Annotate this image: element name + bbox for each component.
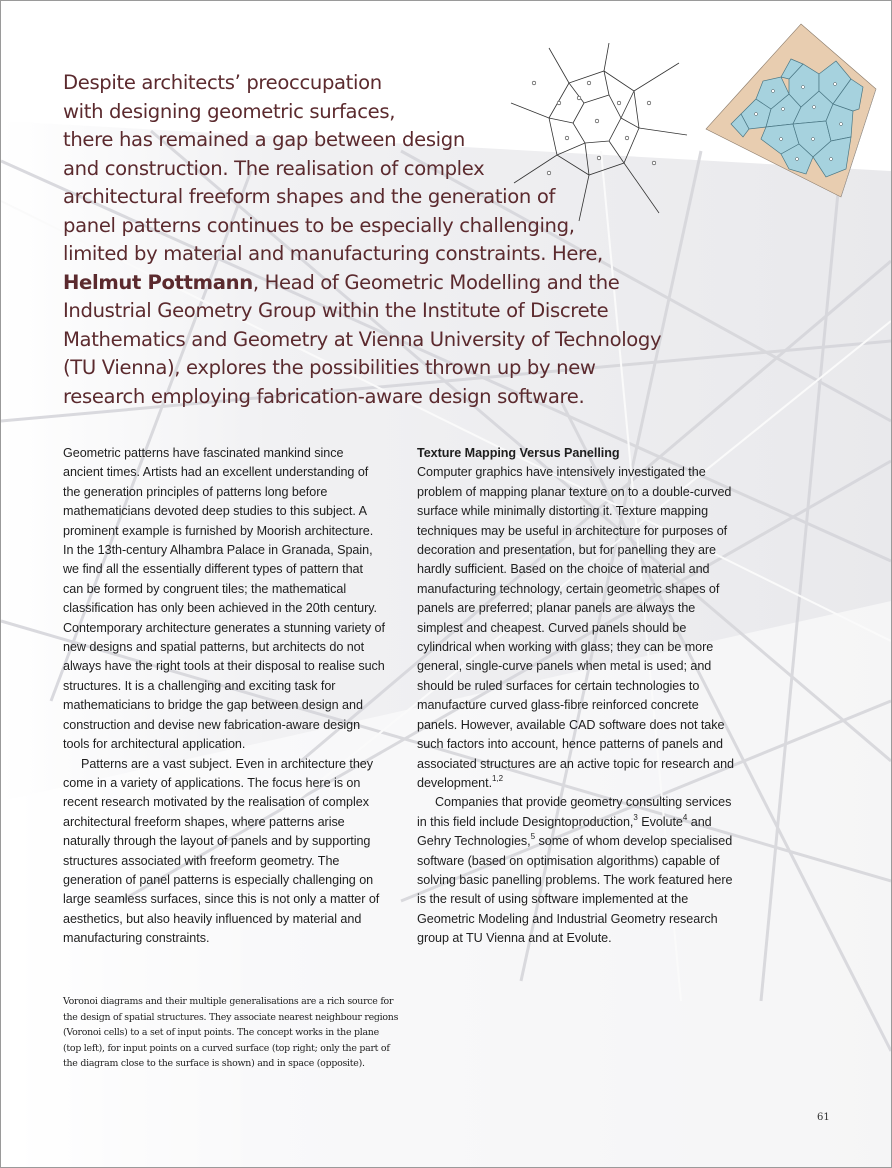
author-name: Helmut Pottmann xyxy=(63,270,253,294)
text-run: research employing fabrication-aware design software. xyxy=(63,384,585,408)
text-run: aesthetics, but also heavily influenced by material and xyxy=(63,911,362,926)
body-column-left xyxy=(63,444,385,949)
text-run: large seamless surfaces, since this is not only a matter of xyxy=(63,892,380,907)
intro-line xyxy=(63,155,661,184)
text-line xyxy=(417,483,734,502)
body-column-right xyxy=(417,444,734,949)
text-run: Computer graphics have intensively investigated the xyxy=(417,465,706,480)
footnote-ref: 3 xyxy=(633,812,638,822)
text-line xyxy=(63,502,385,521)
text-line xyxy=(63,832,385,851)
intro-line xyxy=(63,240,661,269)
text-line xyxy=(63,890,385,909)
text-line xyxy=(63,657,385,676)
text-run: Geometric patterns have fascinated mankind since xyxy=(63,446,344,460)
text-line xyxy=(63,755,385,774)
text-line xyxy=(417,910,734,929)
text-line xyxy=(63,560,385,579)
text-line xyxy=(417,696,734,715)
text-run: development. xyxy=(417,775,493,790)
text-line xyxy=(417,463,734,482)
text-line xyxy=(63,929,385,948)
text-run: software (based on optimisation algorithms) capable of xyxy=(417,853,720,868)
text-run: Geometric Modeling and Industrial Geometry research xyxy=(417,911,718,926)
text-run: come in a variety of applications. The focus here is on xyxy=(63,775,361,790)
text-line xyxy=(63,910,385,929)
intro-line xyxy=(63,69,661,98)
text-run: structures. It is a challenging and exciting task for xyxy=(63,678,336,693)
text-line xyxy=(417,502,734,521)
intro-line xyxy=(63,354,661,383)
intro-line xyxy=(63,98,661,127)
intro-line xyxy=(63,212,661,241)
text-run: Contemporary architecture generates a stunning variety of xyxy=(63,620,385,635)
text-line xyxy=(63,444,385,463)
text-line xyxy=(63,774,385,793)
page-number: 61 xyxy=(817,1112,830,1123)
text-line xyxy=(63,522,385,541)
text-line xyxy=(63,541,385,560)
text-line xyxy=(63,483,385,502)
text-run: and construction. The realisation of complex xyxy=(63,156,485,180)
text-run: is the result of using software implemented at the xyxy=(417,892,689,907)
text-line xyxy=(417,774,734,793)
text-run: the generation principles of patterns long before xyxy=(63,484,328,499)
text-run: generation of panel patterns is especially challenging on xyxy=(63,872,374,887)
text-line xyxy=(417,716,734,735)
text-line xyxy=(417,793,734,812)
text-run: structures associated with freeform geometry. The xyxy=(63,853,340,868)
text-run: panels are preferred; planar panels are always the xyxy=(417,601,696,616)
text-run: new designs and spatial patterns, but architects do not xyxy=(63,640,365,655)
intro-standfirst xyxy=(63,69,661,411)
text-run: Industrial Geometry Group within the Institute of Discrete xyxy=(63,299,609,322)
text-line xyxy=(417,735,734,754)
text-line xyxy=(63,716,385,735)
text-run: decoration and presentation, but for panelling they are xyxy=(417,543,717,558)
text-run: solving basic panelling problems. The work featured here xyxy=(417,872,733,887)
text-line xyxy=(63,677,385,696)
text-run: recent research motivated by the realisation of complex xyxy=(63,795,369,810)
text-run: prominent example is furnished by Moorish architecture. xyxy=(63,523,374,538)
caption-line: (top left), for input points on a curved surface (top right; only the part of xyxy=(63,1042,390,1054)
text-run: Evolute xyxy=(637,814,683,829)
text-run: manufacturing technology, certain geometric shapes of xyxy=(417,581,720,596)
text-line xyxy=(63,580,385,599)
text-run: we find all the essentially different types of pattern that xyxy=(63,562,363,577)
caption-line: the design of spatial structures. They associate nearest neighbour regions xyxy=(63,1011,399,1023)
text-line xyxy=(417,560,734,579)
text-line xyxy=(63,638,385,657)
text-run: mathematicians devoted deep studies to this subject. A xyxy=(63,504,367,519)
text-run: simplest and cheapest. Curved panels should be xyxy=(417,620,687,635)
text-run: Gehry Technologies, xyxy=(417,834,531,849)
text-line xyxy=(417,871,734,890)
text-line xyxy=(417,541,734,560)
text-line xyxy=(63,735,385,754)
intro-line xyxy=(63,326,661,355)
text-line xyxy=(417,580,734,599)
text-run: there has remained a gap between design xyxy=(63,128,465,151)
text-line xyxy=(63,793,385,812)
text-run: such factors into account, hence patterns of panels and xyxy=(417,737,723,752)
curved-surface-voronoi-diagram xyxy=(701,19,881,201)
section-heading: Texture Mapping Versus Panelling xyxy=(417,446,620,460)
intro-line xyxy=(63,297,661,326)
text-run: manufacture curved glass-fibre reinforced concrete xyxy=(417,698,699,713)
text-run: always have the right tools at their disposal to realise such xyxy=(63,659,385,674)
text-run: Companies that provide geometry consulting services xyxy=(435,795,732,810)
text-line xyxy=(417,852,734,871)
text-run: cylindrical when working with glass; they can be more xyxy=(417,640,714,655)
text-run: classification has only been achieved in the 20th century. xyxy=(63,601,378,616)
text-run: naturally through the layout of panels and by supporting xyxy=(63,834,371,849)
text-line xyxy=(63,696,385,715)
text-line xyxy=(417,890,734,909)
text-run: with designing geometric surfaces, xyxy=(63,99,396,123)
text-run: Mathematics and Geometry at Vienna University of Technology xyxy=(63,327,662,351)
text-run: architectural freeform shapes and the generation of xyxy=(63,185,556,208)
text-line xyxy=(63,463,385,482)
text-run: and xyxy=(687,814,712,829)
text-run: (TU Vienna), explores the possibilities thrown up by new xyxy=(63,356,596,379)
intro-line xyxy=(63,183,661,212)
text-run: tools for architectural application. xyxy=(63,737,246,752)
text-line xyxy=(417,619,734,638)
text-run: In the 13th-century Alhambra Palace in Granada, Spain, xyxy=(63,543,373,558)
text-run: problem of mapping planar texture on to a double-curved xyxy=(417,484,732,499)
footnote-ref: 5 xyxy=(530,832,536,842)
caption-line: Voronoi diagrams and their multiple generalisations are a rich source for xyxy=(63,996,394,1007)
text-run: general, single-curve panels when metal is used; and xyxy=(417,659,712,674)
text-run: mathematicians to bridge the gap between design and xyxy=(63,698,363,713)
figure-caption xyxy=(63,994,398,1072)
text-line xyxy=(417,599,734,618)
text-line xyxy=(417,929,734,948)
text-run: group at TU Vienna and at Evolute. xyxy=(417,931,612,946)
text-run: can be formed by congruent tiles; the mathematical xyxy=(63,581,347,596)
text-run: Despite architects’ preoccupation xyxy=(63,71,382,94)
text-line xyxy=(63,619,385,638)
text-run: , Head of Geometric Modelling and the xyxy=(252,270,620,294)
text-line xyxy=(417,813,734,832)
footnote-ref: 1,2 xyxy=(492,773,503,783)
text-run: architectural freeform shapes, where patterns arise xyxy=(63,814,345,829)
text-run: associated structures are an active topic for research and xyxy=(417,756,735,771)
intro-line xyxy=(63,126,661,155)
text-line xyxy=(417,638,734,657)
text-line xyxy=(417,657,734,676)
text-run: some of whom develop specialised xyxy=(535,834,733,849)
text-run: manufacturing constraints. xyxy=(63,931,210,946)
text-run: limited by material and manufacturing constraints. Here, xyxy=(63,242,603,265)
text-line xyxy=(63,813,385,832)
text-run: surface while minimally distorting it. Texture mapping xyxy=(417,504,709,519)
text-line xyxy=(63,599,385,618)
caption-line: (Voronoi cells) to a set of input points. The concept works in the plane xyxy=(63,1027,379,1039)
text-run: hardly sufficient. Based on the choice of material and xyxy=(417,562,710,577)
intro-line xyxy=(63,383,661,412)
intro-line xyxy=(63,269,661,298)
text-line xyxy=(417,677,734,696)
text-line xyxy=(417,832,734,851)
footnote-ref: 4 xyxy=(682,812,688,822)
text-line xyxy=(63,871,385,890)
text-run: ancient times. Artists had an excellent understanding of xyxy=(63,465,369,480)
text-run: in this field include Designtoproduction, xyxy=(417,814,634,829)
text-line xyxy=(63,852,385,871)
caption-line: the diagram close to the surface is shown) and in space (opposite). xyxy=(63,1058,365,1070)
text-line xyxy=(417,522,734,541)
text-run: construction and devise new fabrication-aware design xyxy=(63,717,361,732)
text-run: panel patterns continues to be especially challenging, xyxy=(63,213,575,237)
text-run: panels. However, available CAD software does not take xyxy=(417,717,725,732)
text-run: should be ruled surfaces for certain technologies to xyxy=(417,678,700,693)
text-line xyxy=(417,755,734,774)
text-run: techniques may be useful in architecture for purposes of xyxy=(417,523,728,538)
text-run: Patterns are a vast subject. Even in architecture they xyxy=(81,756,374,771)
